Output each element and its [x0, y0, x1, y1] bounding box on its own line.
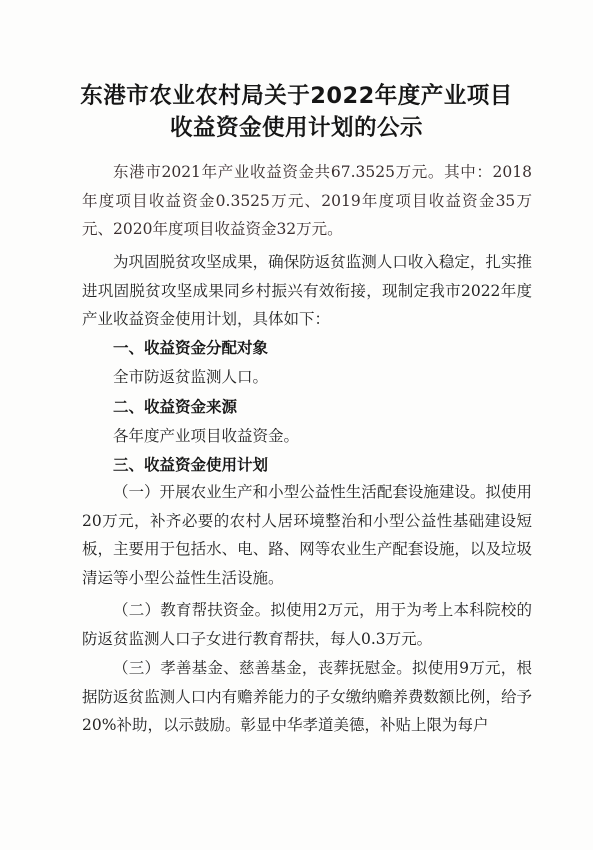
section-content-1: 全市防返贫监测人口。: [113, 368, 269, 386]
intro-paragraph: 东港市2021年产业收益资金共67.3525万元。其中：2018年度项目收益资金0.3525万元、2019年度项目收益资金35万元、2020年度项目收益资金32万元。: [82, 163, 532, 238]
plan-item-3: （三）孝善基金、慈善基金，丧葬抚慰金。拟使用9万元，根据防返贫监测人口内有赡养能力的子女缴纳赡养费数额比例，给予20%补助，以示鼓励。彰显中华孝道美德，补贴上限为每户: [82, 659, 532, 734]
section-heading-1: 一、收益资金分配对象: [113, 339, 269, 357]
document-title-line-1: 东港市农业农村局关于2022年度产业项目: [80, 83, 513, 109]
plan-item-1: （一）开展农业生产和小型公益性生活配套设施建设。拟使用20万元，补齐必要的农村人居环境整治和小型公益性基础建设短板，主要用于包括水、电、路、网等农业生产配套设施，以及垃圾清运等小型公益性生活设施。: [82, 483, 532, 587]
section-heading-2: 二、收益资金来源: [113, 398, 238, 416]
section-heading-3: 三、收益资金使用计划: [113, 456, 269, 474]
document-title-line-2: 收益资金使用计划的公示: [169, 115, 423, 141]
plan-item-2: （二）教育帮扶资金。拟使用2万元，用于为考上本科院校的防返贫监测人口子女进行教育帮扶，每人0.3万元。: [82, 601, 532, 648]
section-content-2: 各年度产业项目收益资金。: [113, 427, 300, 445]
purpose-paragraph: 为巩固脱贫攻坚成果，确保防返贫监测人口收入稳定，扎实推进巩固脱贫攻坚成果同乡村振兴有效衔接，现制定我市2022年度产业收益资金使用计划，具体如下：: [82, 253, 532, 328]
